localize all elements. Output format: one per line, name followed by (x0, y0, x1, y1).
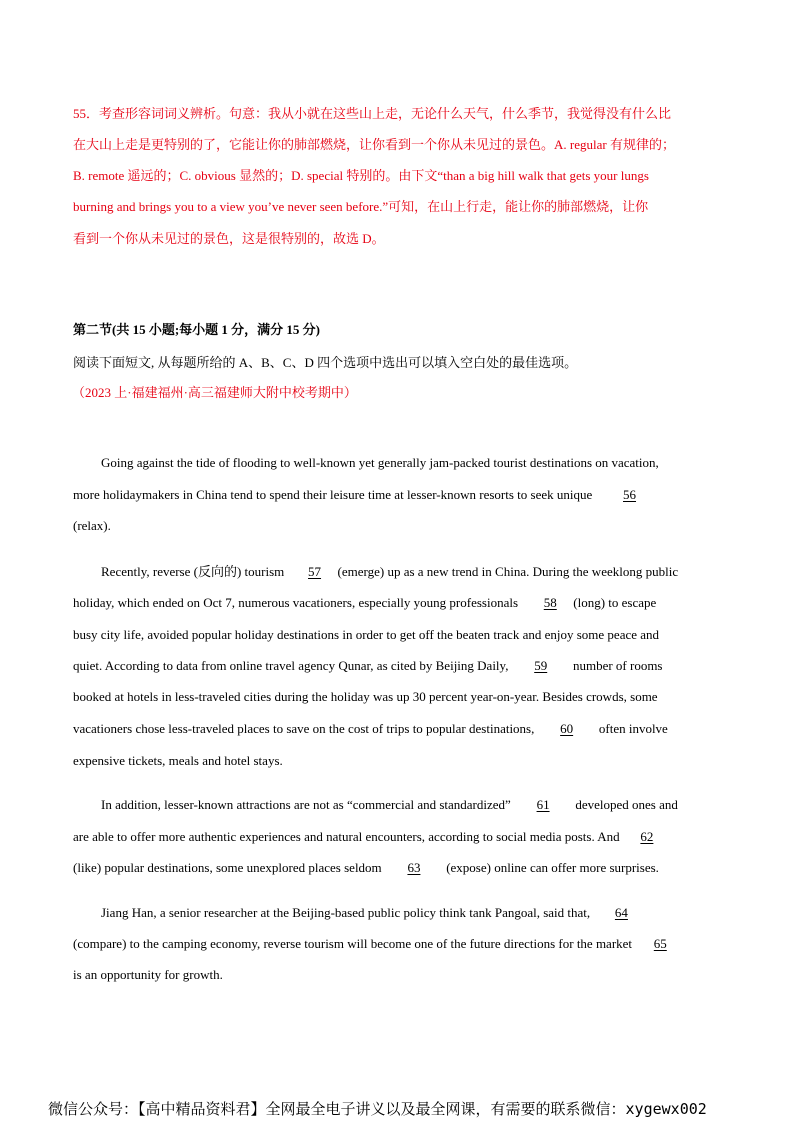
p1-line-2 (73, 487, 650, 503)
blank-58[interactable]: 58 (543, 595, 557, 610)
answer-55-line-2: 在大山上走是更特别的了，它能让你的肺部燃烧，让你看到一个你从未见过的景色。A. regular 有规律的； (73, 137, 675, 152)
blank-56[interactable]: 56 (623, 487, 637, 502)
answer-55-line-5: 看到一个你从未见过的景色，这是很特别的，故选 D。 (73, 231, 385, 246)
p3-line-3 (73, 860, 659, 876)
p3-line-1-text-a: In addition, lesser-known attractions are not as “commercial and standardized” (101, 797, 511, 812)
p4-line-2 (73, 936, 679, 952)
blank-63[interactable]: 63 (407, 860, 421, 875)
p2-line-7: expensive tickets, meals and hotel stays. (73, 753, 283, 768)
p1-line-2-text: more holidaymakers in China tend to spend their leisure time at lesser-known resorts to seek unique (73, 487, 593, 502)
section-heading: 第二节(共 15 小题;每小题 1 分，满分 15 分) (73, 322, 320, 337)
p2-line-1-text-b: (emerge) up as a new trend in China. During the weeklong public (337, 564, 679, 579)
footer-wechat-note: 微信公众号：【高中精品资料君】全网最全电子讲义以及最全网课，有需要的联系微信：xygewx002 (48, 1100, 707, 1118)
p4-line-3: is an opportunity for growth. (73, 967, 223, 982)
p2-line-1 (101, 564, 678, 580)
blank-57[interactable]: 57 (308, 564, 322, 579)
blank-64[interactable]: 64 (614, 905, 628, 920)
p3-line-3-text-a: (like) popular destinations, some unexplored places seldom (73, 860, 382, 875)
answer-55-line-4: burning and brings you to a view you’ve never seen before.”可知，在山上行走，能让你的肺部燃烧，让你 (73, 199, 649, 214)
p2-line-1-text-a: Recently, reverse (反向的) tourism (101, 564, 285, 579)
p3-line-3-text-b: (expose) online can offer more surprises. (446, 860, 659, 875)
p3-line-2-text-a: are able to offer more authentic experiences and natural encounters, according to social media posts. And (73, 829, 620, 844)
p1-line-3: (relax). (73, 518, 111, 533)
answer-55-line-1: 55．考查形容词词义辨析。句意：我从小就在这些山上走，无论什么天气，什么季节，我觉得没有什么比 (73, 106, 672, 121)
p4-line-2-text-a: (compare) to the camping economy, reverse tourism will become one of the future directions for the market (73, 936, 633, 951)
p2-line-3: busy city life, avoided popular holiday destinations in order to get off the beaten track and enjoy some peace and (73, 627, 660, 642)
p2-line-2-text-b: (long) to escape (573, 595, 657, 610)
p2-line-6 (73, 721, 668, 737)
p3-line-1-text-b: developed ones and (575, 797, 678, 812)
p3-line-1 (101, 797, 678, 813)
section-instruction: 阅读下面短文, 从每题所给的 A、B、C、D 四个选项中选出可以填入空白处的最佳选项。 (73, 355, 578, 370)
source-note: （2023 上·福建福州·高三福建师大附中校考期中） (72, 385, 357, 400)
p1-line-1: Going against the tide of flooding to well-known yet generally jam-packed tourist destinations on vacation, (101, 455, 659, 470)
blank-62[interactable]: 62 (640, 829, 654, 844)
p2-line-5: booked at hotels in less-traveled cities during the holiday was up 30 percent year-on-year. Besides crowds, some (73, 689, 658, 704)
blank-60[interactable]: 60 (560, 721, 574, 736)
p2-line-4-text-a: quiet. According to data from online travel agency Qunar, as cited by Beijing Daily, (73, 658, 509, 673)
p2-line-4 (73, 658, 663, 674)
p4-line-1 (101, 905, 641, 921)
p2-line-6-text-a: vacationers chose less-traveled places to save on the cost of trips to popular destinations, (73, 721, 535, 736)
p2-line-2 (73, 595, 656, 611)
p3-line-2 (73, 829, 665, 845)
blank-59[interactable]: 59 (534, 658, 548, 673)
blank-61[interactable]: 61 (536, 797, 550, 812)
blank-65[interactable]: 65 (653, 936, 667, 951)
p2-line-2-text-a: holiday, which ended on Oct 7, numerous vacationers, especially young professionals (73, 595, 519, 610)
p4-line-1-text-a: Jiang Han, a senior researcher at the Beijing-based public policy think tank Pangoal, said that, (101, 905, 591, 920)
p2-line-4-text-b: number of rooms (572, 658, 663, 673)
p2-line-6-text-b: often involve (598, 721, 668, 736)
answer-55-line-3: B. remote 遥远的；C. obvious 显然的；D. special 特别的。由下文“than a big hill walk that gets your lungs (73, 168, 649, 183)
